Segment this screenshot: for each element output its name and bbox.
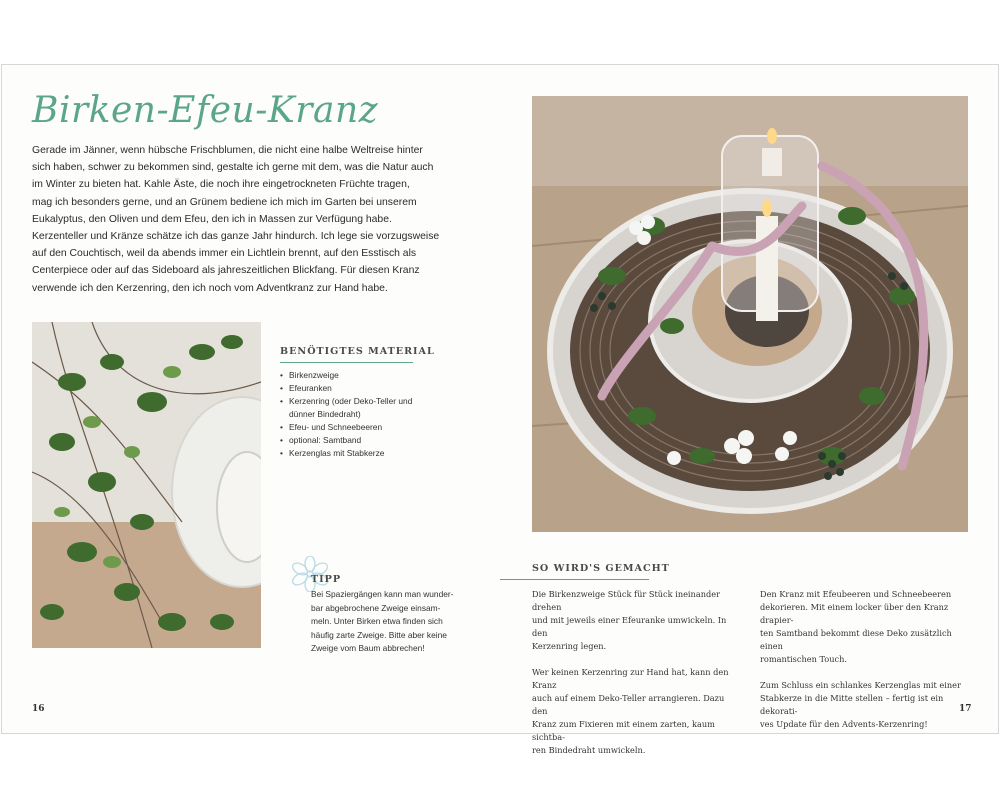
material-item: • Efeuranken (280, 382, 429, 395)
howto-heading: SO WIRD'S GEMACHT (532, 563, 670, 574)
howto-heading-rule (500, 579, 649, 580)
material-heading-rule (280, 362, 413, 363)
page-number-left: 16 (32, 704, 45, 714)
material-item: • Kerzenglas mit Stabkerze (280, 447, 429, 460)
howto-column-1: Die Birkenzweige Stück für Stück ineinander drehen und mit jeweils einer Efeuranke umwickeln. In den Kerzenring legen. Wer keinen Kerzenring zur Hand hat, kann den Kranz auch auf einem Deko-Teller arrangieren. Dazu den Kranz zum Fixieren mit einem zarten, kaum sichtba- ren Bindedraht umwickeln. (532, 589, 729, 755)
material-item: • Birkenzweige (280, 369, 429, 382)
tip-heading: TIPP (311, 574, 342, 585)
howto-column-2: Den Kranz mit Efeubeeren und Schneebeeren dekorieren. Mit einem locker über den Kranz drapier- ten Samtband bekommt diese Deko zusätzlich einen romantischen Touch. Zum Schluss ein schlankes Kerzenglas mit einer Stabkerze in die Mitte stellen – fertig ist ein dekorati- ves Update für den Advents-Kerzenring! (760, 589, 961, 729)
page-title: Birken-Efeu-Kranz (32, 90, 379, 131)
material-item: • Efeu- und Schneebeeren (280, 421, 429, 434)
material-item: • optional: Samtband (280, 434, 429, 447)
intro-paragraph: Gerade im Jänner, wenn hübsche Frischblumen, die nicht eine halbe Weltreise hinter sich haben, schwer zu bekommen sind, gestalte ich gerne mit dem, was die Natur auch im Winter zu bieten hat. Kahle Äste, die noch ihre eingetrockneten Früchte tragen, mag ich besonders gerne, und an Grünem bediene ich mich im Garten bei unserem Eukalyptus, den Oliven und dem Efeu, den ich in Massen zur Verfügung habe. Kerzenteller und Kränze schätze ich das ganze Jahr hindurch. Ich lege sie vorzugsweise auf den Couchtisch, weil da abends immer ein Lichtlein brennt, auf den Esstisch als Centerpiece oder auf das Sideboard als jahreszeitlichen Blickfang. Für diesen Kranz verwende ich den Kerzenring, den ich noch vom Adventkranz zur Hand habe. (32, 145, 440, 294)
ivy-branches-photo (32, 322, 261, 648)
material-list (280, 369, 429, 460)
page-number-right: 17 (959, 704, 972, 714)
material-heading: BENÖTIGTES MATERIAL (280, 346, 435, 357)
wreath-photo (532, 96, 968, 532)
tip-text: Bei Spaziergängen kann man wunder- bar abgebrochene Zweige einsam- meln. Unter Birken etwa finden sich häufig zarte Zweige. Bitte aber keine Zweige vom Baum abbrechen! (311, 589, 454, 653)
material-item: • Kerzenring (oder Deko-Teller und dünner Bindedraht) (280, 395, 429, 421)
